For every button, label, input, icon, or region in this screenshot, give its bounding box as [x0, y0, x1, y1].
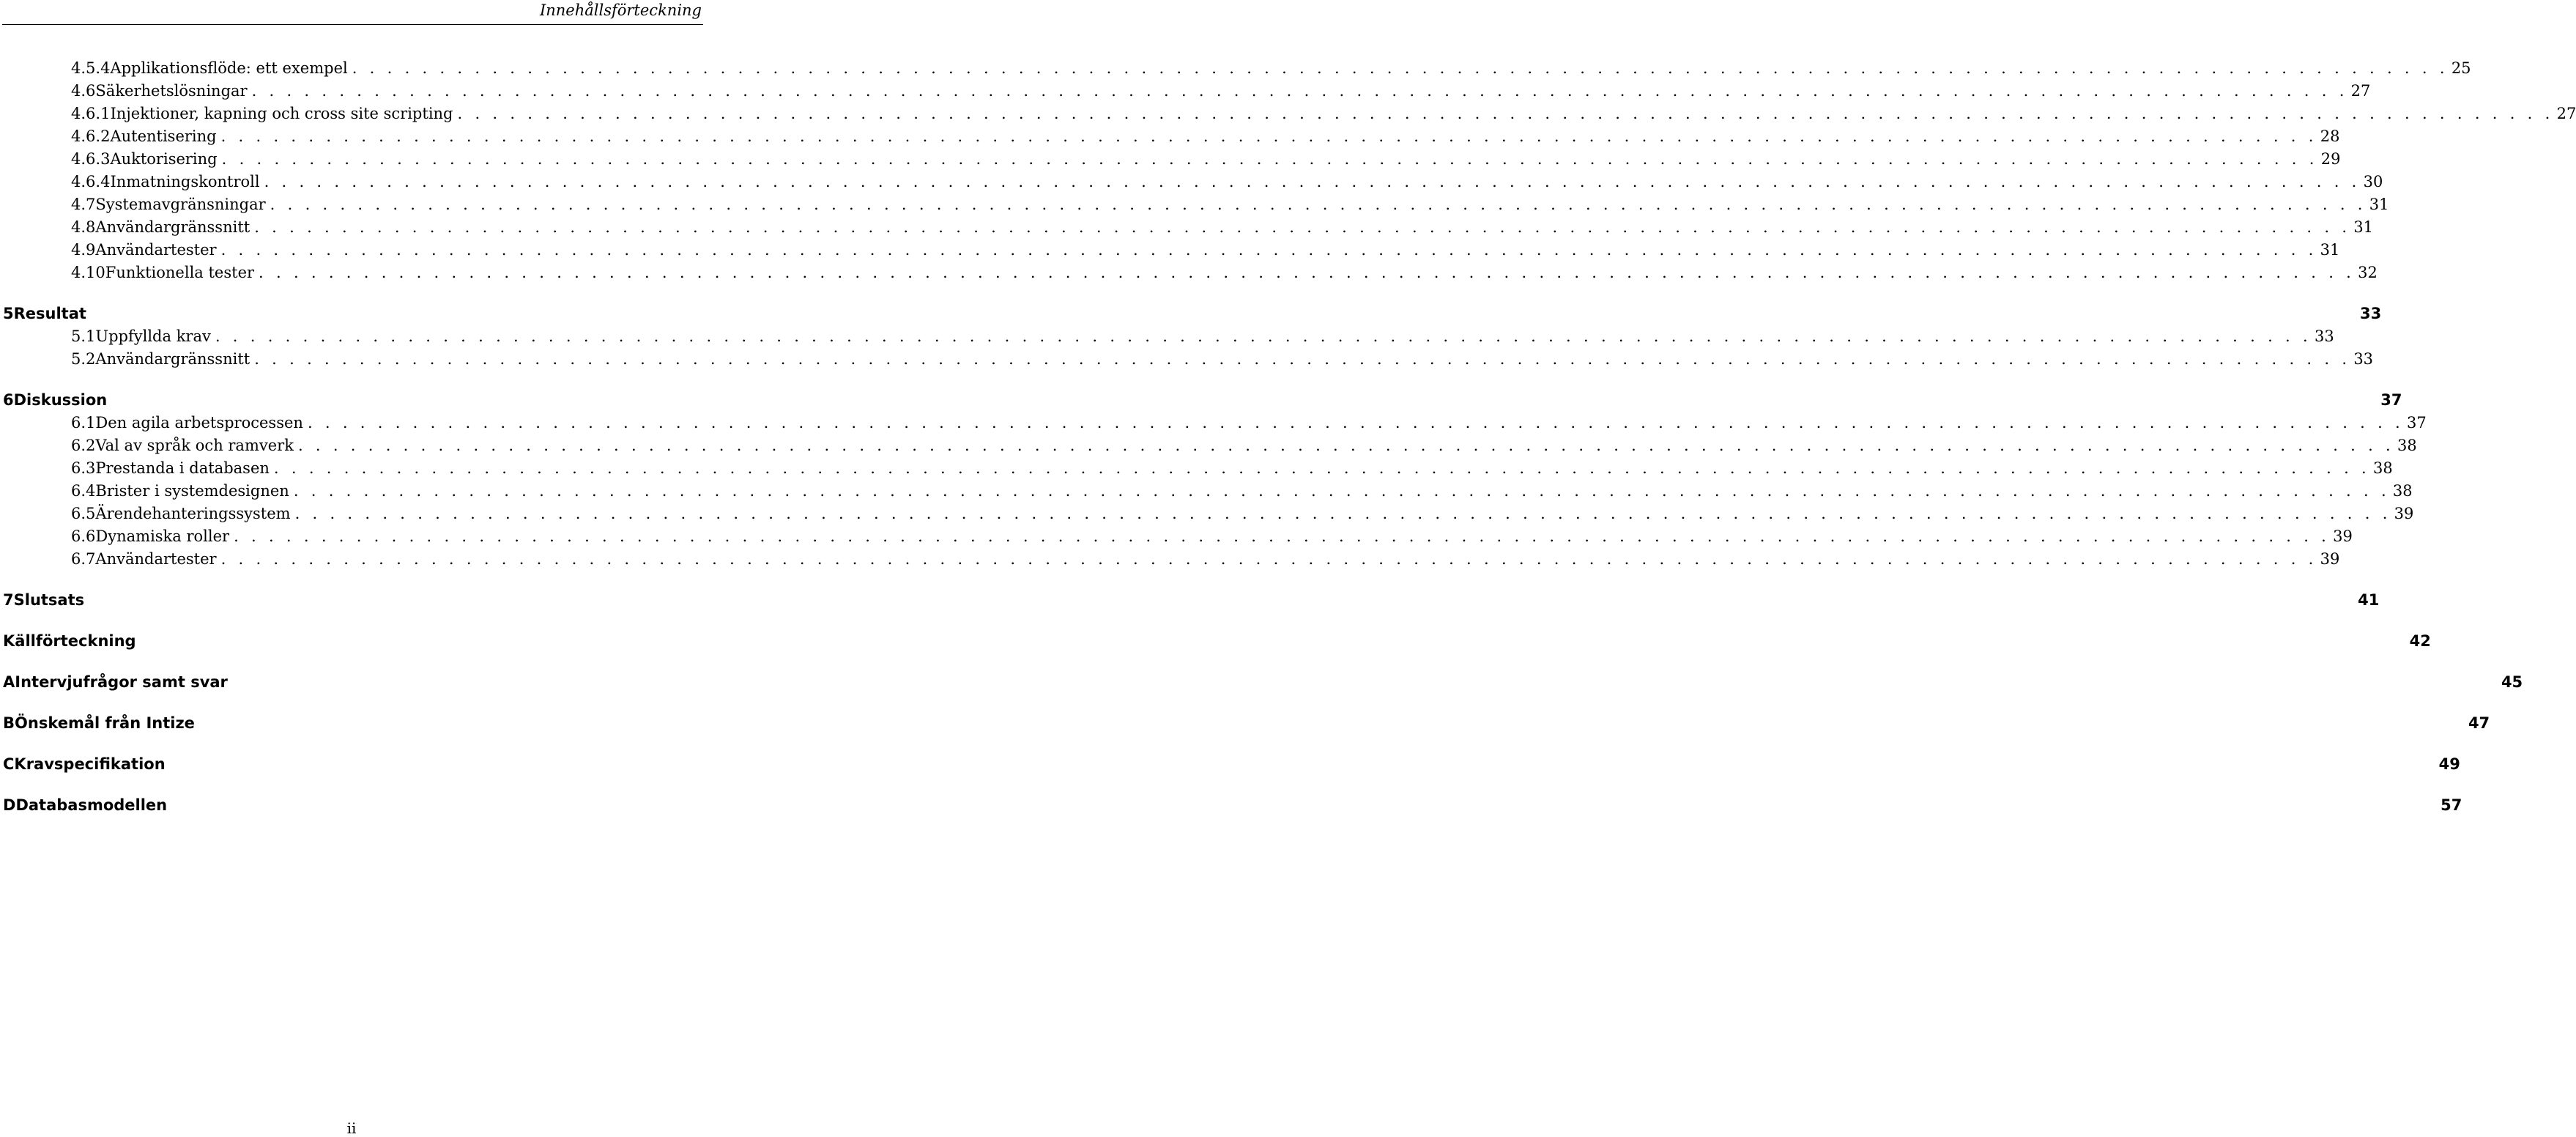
toc-dot-leader: . . . . . . . . . . . . . . . . . . . . . . . . . . . . . . . . . . . . . . . . . . . . . . . . . . . . . . . . . . . . . . . . . . . . . . . . . . . . . . . . . . . . . . . . . . . . . . . . . . . . . . . . . . . . . . . . . . . . . . . .	[293, 482, 2390, 500]
toc-entry-number: D	[3, 796, 16, 814]
toc-entry-title: Autentisering	[110, 127, 217, 145]
toc-entry-number: 4.8	[71, 218, 96, 236]
toc-entry-page: 42	[2409, 632, 2431, 650]
toc-entry-title: Funktionella tester	[105, 264, 255, 281]
toc-entry-page: 38	[2397, 437, 2417, 454]
toc-entry-page: 38	[2392, 482, 2413, 500]
toc-entry-page: 49	[2438, 755, 2460, 773]
toc-section-entry[interactable]	[3, 548, 2340, 571]
toc-section-entry[interactable]	[3, 239, 2340, 262]
toc-chapter-entry[interactable]	[3, 589, 2380, 612]
toc-entry-title: Resultat	[13, 305, 86, 322]
toc-entry-page: 37	[2380, 391, 2402, 409]
toc-entry-number: 7	[3, 591, 14, 609]
toc-entry-title: Slutsats	[13, 591, 85, 609]
toc-chapter-entry[interactable]	[3, 712, 2490, 735]
toc-dot-leader: . . . . . . . . . . . . . . . . . . . . . . . . . . . . . . . . . . . . . . . . . . . . . . . . . . . . . . . . . . . . . . . . . . . . . . . . . . . . . . . . . . . . . . . . . . . . . . . . . . . . . . . . . . . . . . . . . . . . . . . .	[273, 459, 2371, 477]
toc-entry-title: Användartester	[95, 241, 217, 259]
toc-entry-number: 6.6	[71, 527, 96, 545]
page-number: ii	[346, 1119, 357, 1137]
toc-entry-number: 4.9	[71, 241, 96, 259]
toc-dot-leader: . . . . . . . . . . . . . . . . . . . . . . . . . . . . . . . . . . . . . . . . . . . . . . . . . . . . . . . . . . . . . . . . . . . . . . . . . . . . . . . . . . . . . . . . . . . . . . . . . . . . . . . . . . . . . . . . . . . . . . . .	[234, 527, 2331, 545]
toc-section-entry[interactable]	[3, 480, 2413, 503]
toc-entry-page: 30	[2363, 173, 2383, 190]
toc-entry-number: 4.6.1	[71, 105, 111, 122]
toc-dot-leader: . . . . . . . . . . . . . . . . . . . . . . . . . . . . . . . . . . . . . . . . . . . . . . . . . . . . . . . . . . . . . . . . . . . . . . . . . . . . . . . . . . . . . . . . . . . . . . . . . . . . . . . . . . . . . . . . . . . . . . . .	[254, 350, 2351, 368]
header-rule	[2, 24, 703, 25]
toc-entry-page: 27	[2350, 82, 2371, 100]
toc-entry-title: Databasmodellen	[15, 796, 168, 814]
toc-section-entry[interactable]	[3, 412, 2427, 434]
toc-dot-leader: . . . . . . . . . . . . . . . . . . . . . . . . . . . . . . . . . . . . . . . . . . . . . . . . . . . . . . . . . . . . . . . . . . . . . . . . . . . . . . . . . . . . . . . . . . . . . . . . . . . . . . . . . . . . . . . . . . . . . . . .	[254, 218, 2351, 236]
toc-entry-number: 4.6	[71, 82, 96, 100]
toc-section-entry[interactable]	[3, 262, 2378, 284]
toc-entry-number: 6	[3, 391, 14, 409]
toc-entry-number: 5.2	[71, 350, 96, 368]
toc-dot-leader: . . . . . . . . . . . . . . . . . . . . . . . . . . . . . . . . . . . . . . . . . . . . . . . . . . . . . . . . . . . . . . . . . . . . . . . . . . . . . . . . . . . . . . . . . . . . . . . . . . . . . . . . . . . . . . . . . . . . . . . .	[307, 414, 2405, 432]
toc-entry-page: 31	[2320, 241, 2340, 259]
toc-dot-leader: . . . . . . . . . . . . . . . . . . . . . . . . . . . . . . . . . . . . . . . . . . . . . . . . . . . . . . . . . . . . . . . . . . . . . . . . . . . . . . . . . . . . . . . . . . . . . . . . . . . . . . . . . . . . . . . . . . . . . . . .	[220, 241, 2317, 259]
toc-entry-number: 4.10	[71, 264, 105, 281]
toc-dot-leader: . . . . . . . . . . . . . . . . . . . . . . . . . . . . . . . . . . . . . . . . . . . . . . . . . . . . . . . . . . . . . . . . . . . . . . . . . . . . . . . . . . . . . . . . . . . . . . . . . . . . . . . . . . . . . . . . . . . . . . . .	[352, 59, 2449, 77]
toc-section-entry[interactable]	[3, 125, 2340, 148]
toc-entry-number: 6.3	[71, 459, 96, 477]
running-header: Innehållsförteckning	[539, 1, 702, 19]
toc-entry-number: 6.2	[71, 437, 96, 454]
toc-dot-leader: . . . . . . . . . . . . . . . . . . . . . . . . . . . . . . . . . . . . . . . . . . . . . . . . . . . . . . . . . . . . . . . . . . . . . . . . . . . . . . . . . . . . . . . . . . . . . . . . . . . . . . . . . . . . . . . . . . . . . . . .	[220, 550, 2317, 568]
toc-entry-number: 4.6.3	[71, 150, 111, 168]
toc-entry-number: 4.6.4	[71, 173, 111, 190]
toc-entry-title: Brister i systemdesignen	[95, 482, 289, 500]
toc-entry-page: 41	[2358, 591, 2380, 609]
toc-entry-page: 33	[2353, 350, 2374, 368]
toc-entry-title: Dynamiska roller	[95, 527, 230, 545]
toc-section-entry[interactable]	[3, 457, 2393, 480]
toc-entry-page: 57	[2440, 796, 2462, 814]
toc-section-entry[interactable]	[3, 525, 2353, 548]
toc-entry-title: Säkerhetslösningar	[95, 82, 248, 100]
toc-entry-title: Intervjufrågor samt svar	[15, 673, 228, 691]
toc-dot-leader: . . . . . . . . . . . . . . . . . . . . . . . . . . . . . . . . . . . . . . . . . . . . . . . . . . . . . . . . . . . . . . . . . . . . . . . . . . . . . . . . . . . . . . . . . . . . . . . . . . . . . . . . . . . . . . . . . . . . . . . .	[264, 173, 2361, 190]
toc-entry-page: 29	[2320, 150, 2341, 168]
toc-entry-number: 4.7	[71, 196, 96, 213]
toc-entry-page: 47	[2468, 714, 2490, 732]
toc-entry-title: Prestanda i databasen	[95, 459, 270, 477]
toc-chapter-entry[interactable]	[3, 671, 2523, 694]
toc-dot-leader: . . . . . . . . . . . . . . . . . . . . . . . . . . . . . . . . . . . . . . . . . . . . . . . . . . . . . . . . . . . . . . . . . . . . . . . . . . . . . . . . . . . . . . . . . . . . . . . . . . . . . . . . . . . . . . . . . . . . . . . .	[259, 264, 2356, 281]
toc-entry-page: 38	[2373, 459, 2393, 477]
toc-entry-number: A	[3, 673, 15, 691]
toc-section-entry[interactable]	[3, 325, 2334, 348]
toc-entry-number: B	[3, 714, 15, 732]
toc-entry-title: Önskemål från Intize	[15, 714, 195, 732]
toc-entry-page: 37	[2407, 414, 2427, 432]
toc-entry-title: Val av språk och ramverk	[95, 437, 294, 454]
toc-chapter-entry[interactable]	[3, 303, 2382, 325]
toc-section-entry[interactable]	[3, 171, 2383, 193]
toc-chapter-entry[interactable]	[3, 630, 2431, 653]
toc-entry-title: Ärendehanteringssystem	[95, 505, 291, 522]
toc-entry-title: Uppfyllda krav	[95, 327, 211, 345]
table-of-contents	[3, 57, 2576, 817]
toc-entry-title: Användartester	[95, 550, 217, 568]
toc-entry-title: Applikationsflöde: ett exempel	[110, 59, 348, 77]
toc-entry-number: 4.6.2	[71, 127, 111, 145]
toc-section-entry[interactable]	[3, 503, 2414, 525]
toc-section-entry[interactable]	[3, 434, 2417, 457]
toc-entry-page: 45	[2501, 673, 2523, 691]
toc-entry-page: 39	[2394, 505, 2414, 522]
toc-entry-title: Användargränssnitt	[95, 350, 250, 368]
toc-entry-title: Källförteckning	[3, 632, 136, 650]
toc-section-entry[interactable]	[3, 57, 2471, 80]
toc-entry-page: 31	[2353, 218, 2374, 236]
toc-entry-page: 31	[2369, 196, 2389, 213]
toc-entry-title: Systemavgränsningar	[95, 196, 266, 213]
toc-section-entry[interactable]	[3, 193, 2389, 216]
toc-dot-leader: . . . . . . . . . . . . . . . . . . . . . . . . . . . . . . . . . . . . . . . . . . . . . . . . . . . . . . . . . . . . . . . . . . . . . . . . . . . . . . . . . . . . . . . . . . . . . . . . . . . . . . . . . . . . . . . . . . . . . . . .	[221, 150, 2318, 168]
toc-entry-page: 28	[2320, 127, 2340, 145]
toc-entry-number: 6.7	[71, 550, 96, 568]
toc-dot-leader: . . . . . . . . . . . . . . . . . . . . . . . . . . . . . . . . . . . . . . . . . . . . . . . . . . . . . . . . . . . . . . . . . . . . . . . . . . . . . . . . . . . . . . . . . . . . . . . . . . . . . . . . . . . . . . . . . . . . . . . .	[220, 127, 2317, 145]
toc-dot-leader: . . . . . . . . . . . . . . . . . . . . . . . . . . . . . . . . . . . . . . . . . . . . . . . . . . . . . . . . . . . . . . . . . . . . . . . . . . . . . . . . . . . . . . . . . . . . . . . . . . . . . . . . . . . . . . . . . . . . . . . .	[294, 505, 2391, 522]
toc-chapter-entry[interactable]	[3, 794, 2462, 817]
toc-section-entry[interactable]	[3, 348, 2374, 371]
toc-section-entry[interactable]	[3, 103, 2576, 125]
toc-entry-page: 25	[2451, 59, 2471, 77]
toc-entry-title: Den agila arbetsprocessen	[95, 414, 303, 432]
toc-entry-page: 39	[2320, 550, 2340, 568]
toc-dot-leader: . . . . . . . . . . . . . . . . . . . . . . . . . . . . . . . . . . . . . . . . . . . . . . . . . . . . . . . . . . . . . . . . . . . . . . . . . . . . . . . . . . . . . . . . . . . . . . . . . . . . . . . . . . . . . . . . . . . . . . . .	[215, 327, 2312, 345]
toc-entry-number: 5.1	[71, 327, 96, 345]
toc-section-entry[interactable]	[3, 148, 2341, 171]
toc-entry-page: 33	[2359, 305, 2382, 322]
toc-entry-title: Injektioner, kapning och cross site scripting	[110, 105, 453, 122]
toc-dot-leader: . . . . . . . . . . . . . . . . . . . . . . . . . . . . . . . . . . . . . . . . . . . . . . . . . . . . . . . . . . . . . . . . . . . . . . . . . . . . . . . . . . . . . . . . . . . . . . . . . . . . . . . . . . . . . . . . . . . . . . . .	[297, 437, 2395, 454]
toc-entry-page: 32	[2358, 264, 2378, 281]
toc-entry-page: 27	[2556, 105, 2576, 122]
toc-entry-number: 6.5	[71, 505, 96, 522]
toc-entry-number: C	[3, 755, 15, 773]
toc-entry-title: Kravspecifikation	[14, 755, 166, 773]
toc-section-entry[interactable]	[3, 216, 2374, 239]
toc-entry-title: Diskussion	[13, 391, 108, 409]
toc-entry-page: 39	[2333, 527, 2353, 545]
toc-dot-leader: . . . . . . . . . . . . . . . . . . . . . . . . . . . . . . . . . . . . . . . . . . . . . . . . . . . . . . . . . . . . . . . . . . . . . . . . . . . . . . . . . . . . . . . . . . . . . . . . . . . . . . . . . . . . . . . . . . . . . . . .	[251, 82, 2348, 100]
toc-dot-leader: . . . . . . . . . . . . . . . . . . . . . . . . . . . . . . . . . . . . . . . . . . . . . . . . . . . . . . . . . . . . . . . . . . . . . . . . . . . . . . . . . . . . . . . . . . . . . . . . . . . . . . . . . . . . . . . . . . . . . . . .	[270, 196, 2367, 213]
toc-chapter-entry[interactable]	[3, 389, 2402, 412]
toc-entry-number: 5	[3, 305, 14, 322]
toc-entry-number: 6.4	[71, 482, 96, 500]
toc-entry-number: 4.5.4	[71, 59, 111, 77]
toc-chapter-entry[interactable]	[3, 753, 2460, 776]
toc-dot-leader: . . . . . . . . . . . . . . . . . . . . . . . . . . . . . . . . . . . . . . . . . . . . . . . . . . . . . . . . . . . . . . . . . . . . . . . . . . . . . . . . . . . . . . . . . . . . . . . . . . . . . . . . . . . . . . . . . . . . . . . .	[457, 105, 2554, 122]
toc-entry-page: 33	[2314, 327, 2334, 345]
toc-entry-title: Auktorisering	[110, 150, 218, 168]
toc-section-entry[interactable]	[3, 80, 2371, 103]
toc-entry-title: Användargränssnitt	[95, 218, 250, 236]
toc-entry-number: 6.1	[71, 414, 96, 432]
toc-entry-title: Inmatningskontroll	[110, 173, 260, 190]
